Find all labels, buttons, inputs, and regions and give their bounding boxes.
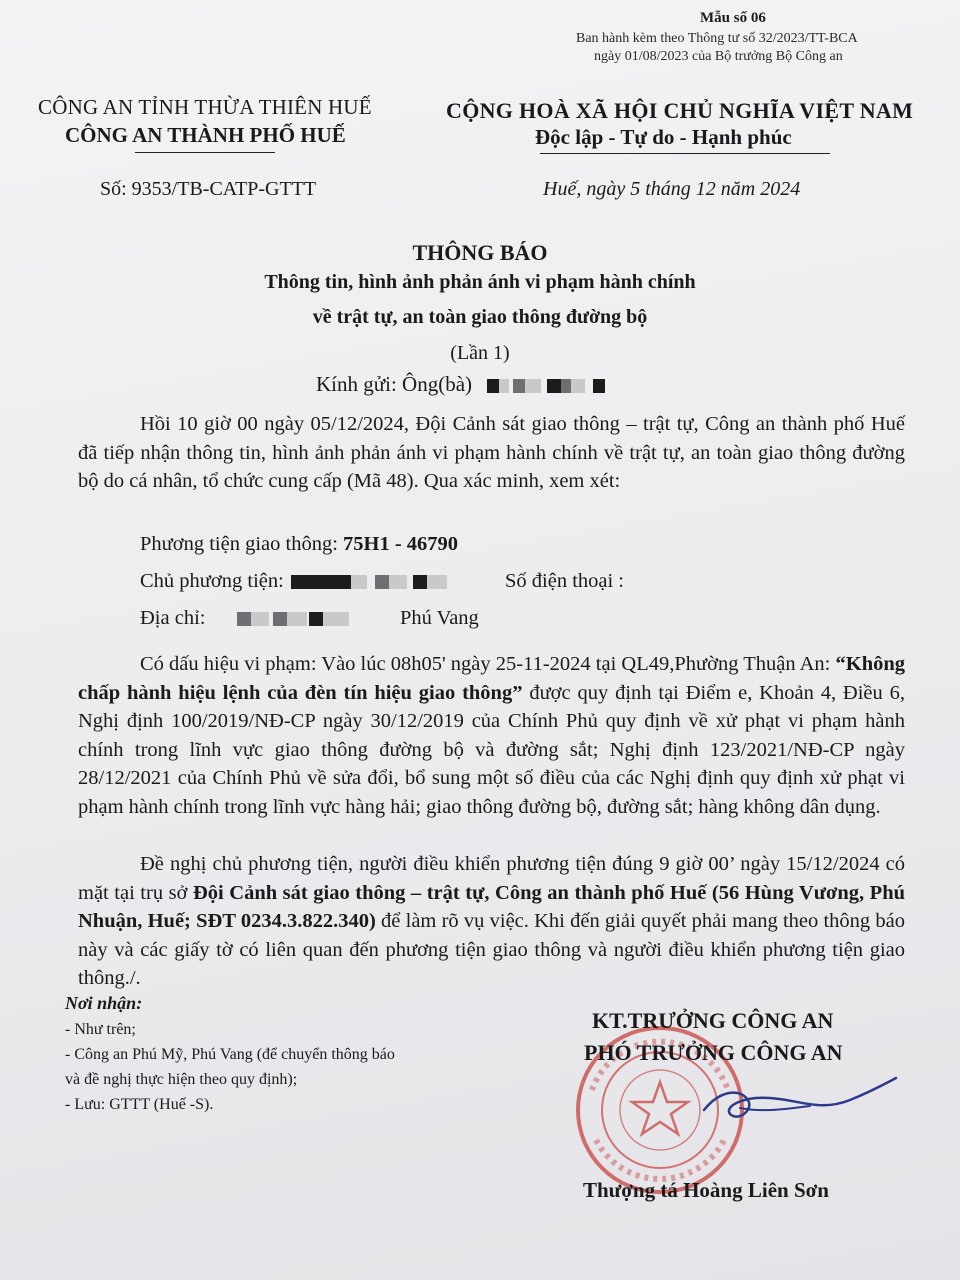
- address-redacted: [211, 607, 349, 629]
- owner-redacted: [289, 570, 447, 592]
- motto-underline: [540, 153, 830, 154]
- signature-title-1: KT.TRƯỞNG CÔNG AN: [592, 1008, 834, 1033]
- request-paragraph: [78, 850, 905, 993]
- phone-label: Số điện thoại :: [505, 570, 625, 592]
- violation-quote: “Không chấp hành hiệu lệnh của đèn tín hiệu giao thông”: [78, 653, 905, 704]
- document-subtitle-2: về trật tự, an toàn giao thông đường bộ: [312, 306, 648, 328]
- recipient-item: - Công an Phú Mỹ, Phú Vang (để chuyển thông báo: [65, 1046, 395, 1063]
- national-motto: Độc lập - Tự do - Hạnh phúc: [535, 125, 792, 149]
- org-underline: [135, 152, 275, 153]
- org-name: CÔNG AN THÀNH PHỐ HUẾ: [65, 123, 346, 147]
- addressee-line: [316, 372, 605, 397]
- form-issued-line-1: Ban hành kèm theo Thông tư số 32/2023/TT-BCA: [576, 31, 858, 46]
- vehicle-line: [140, 533, 458, 556]
- violation-prefix: Có dấu hiệu vi phạm: Vào lúc 08h05' ngày 25-11-2024 tại QL49,Phường Thuận An:: [140, 653, 836, 675]
- recipient-item: - Như trên;: [65, 1021, 136, 1038]
- notice-round: (Lần 1): [450, 342, 510, 364]
- form-number: Mẫu số 06: [700, 10, 766, 26]
- recipients-title: Nơi nhận:: [65, 993, 143, 1013]
- addressee-redacted: [477, 372, 605, 396]
- org-parent: CÔNG AN TỈNH THỪA THIÊN HUẾ: [38, 95, 372, 119]
- recipient-item: - Lưu: GTTT (Huế -S).: [65, 1096, 214, 1113]
- request-place: Đội Cảnh sát giao thông – trật tự, Công an thành phố Huế (56 Hùng Vương, Phú Nhuận, Huế; SĐT 0234.3.822.340): [78, 881, 905, 932]
- request-prefix: Đề nghị chủ phương tiện, người điều khiển phương tiện đúng 9 giờ 00’ ngày 15/12/2024 có mặt tại trụ sở: [78, 853, 905, 904]
- vehicle-label: Phương tiện giao thông:: [140, 533, 344, 555]
- signer-name: Thượng tá Hoàng Liên Sơn: [583, 1178, 829, 1202]
- address-line: [140, 607, 349, 630]
- document-subtitle-1: Thông tin, hình ảnh phản ánh vi phạm hành chính: [264, 271, 696, 293]
- intro-paragraph: Hồi 10 giờ 00 ngày 05/12/2024, Đội Cảnh sát giao thông – trật tự, Công an thành phố Huế đã tiếp nhận thông tin, hình ảnh phản ánh vi phạm hành chính về trật tự, an toàn giao thông đường bộ do cá nhân, tổ chức cung cấp (Mã 48). Qua xác minh, xem xét:: [78, 413, 905, 492]
- address-label: Địa chỉ:: [140, 607, 206, 629]
- addressee-label: Kính gửi: Ông(bà): [316, 372, 473, 396]
- document-title: THÔNG BÁO: [412, 240, 548, 265]
- violation-paragraph: [78, 650, 905, 821]
- violation-rest: được quy định tại Điểm e, Khoản 4, Điều 6, Nghị định 100/2019/NĐ-CP ngày 30/12/2019 của Chính Phủ quy định về xử phạt vi phạm hành chính trong lĩnh vực giao thông đường bộ và đường sắt; Nghị định 123/2021/NĐ-CP ngày 28/12/2021 của Chính Phủ về sửa đổi, bổ sung một số điều của các Nghị định quy định xử phạt vi phạm hành chính trong lĩnh vực hàng hải; giao thông đường bộ, đường sắt; hàng không dân dụng.: [78, 681, 905, 818]
- owner-line: [140, 570, 447, 593]
- request-rest: để làm rõ vụ việc. Khi đến giải quyết phải mang theo thông báo này và các giấy tờ có liên quan đến phương tiện giao thông và người điều khiển phương tiện giao thông./.: [78, 910, 905, 989]
- address-value: Phú Vang: [400, 607, 479, 629]
- recipient-item: và đề nghị thực hiện theo quy định);: [65, 1071, 298, 1088]
- vehicle-plate: 75H1 - 46790: [343, 533, 459, 555]
- handwritten-signature: [700, 1070, 900, 1140]
- document-number: Số: 9353/TB-CATP-GTTT: [100, 178, 317, 200]
- form-issued-line-2: ngày 01/08/2023 của Bộ trưởng Bộ Công an: [594, 49, 843, 64]
- owner-label: Chủ phương tiện:: [140, 570, 284, 592]
- place-date: Huế, ngày 5 tháng 12 năm 2024: [543, 178, 801, 200]
- national-title: CỘNG HOÀ XÃ HỘI CHỦ NGHĨA VIỆT NAM: [446, 98, 914, 123]
- signature-title-2: PHÓ TRƯỞNG CÔNG AN: [584, 1040, 843, 1065]
